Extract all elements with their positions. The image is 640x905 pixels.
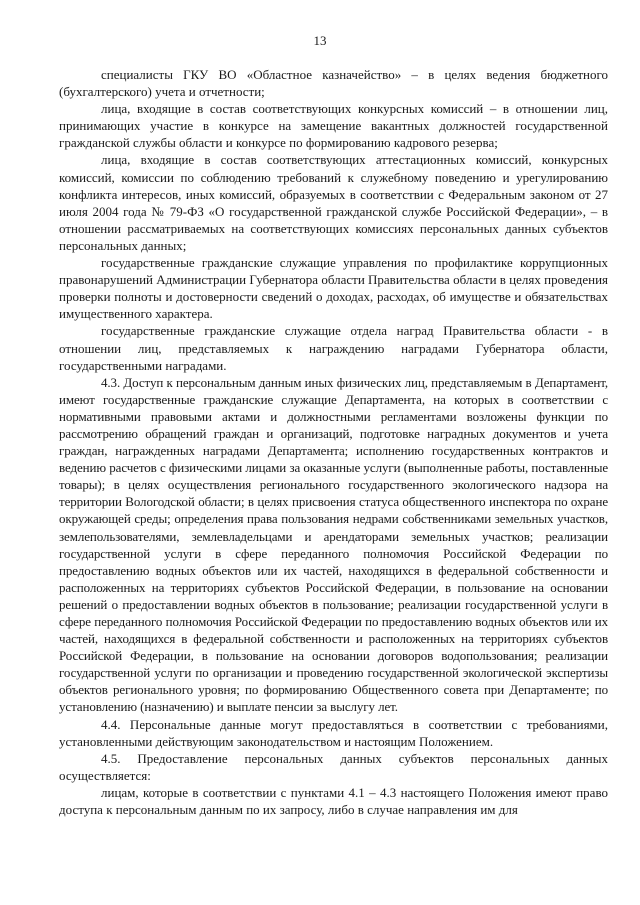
paragraph-section-4-4: 4.4. Персональные данные могут предоставляться в соответствии с требованиями, установленными действующим законодательством и настоящим Положением.	[59, 716, 608, 749]
paragraph-awards-department: государственные гражданские служащие отдела наград Правительства области - в отношении лиц, представляемых к награждению наградами Губернатора области, государственными наградами.	[59, 323, 608, 373]
paragraph-access-persons: лицам, которые в соответствии с пунктами 4.1 – 4.3 настоящего Положения имеют право доступа к персональным данным по их запросу, либо в случае направления им для	[59, 784, 608, 818]
paragraph-competition-commissions: лица, входящие в состав соответствующих конкурсных комиссий – в отношении лиц, принимающих участие в конкурсе на замещение вакантных должностей государственной гражданской службы области и конкурсе по формированию кадрового резерва;	[59, 101, 608, 151]
paragraph-section-4-3: 4.3. Доступ к персональным данным иных физических лиц, представляемым в Департамент, имеют государственные гражданские служащие Департамента, на которых в соответствии с нормативными правовыми актами и должностными регламентами возложены функции по рассмотрению обращений граждан и организаций, подготовке наградных документов и учета граждан, награжденных наградами Департамента; исполнению государственных контрактов и ведению расчетов с физическими лицами за оказанные услуги (выполненные работы, поставленные товары); в целях осуществления регионального государственного экологического надзора на территории Вологодской области; в целях присвоения статуса общественного инспектора по охране окружающей среды; определения права пользования недрами собственниками земельных участков, землепользователями, землевладельцами и арендаторами земельных участков; реализации государственной услуги в сфере переданного полномочия Российской Федерации по предоставлению водных объектов или их частей, находящихся в федеральной собственности и расположенных на территориях субъектов Российской Федерации, в пользование на основании решений о предоставлении водных объектов в пользование; реализации государственной услуги в сфере переданного полномочия Российской Федерации по предоставлению водных объектов или их частей, находящихся в федеральной собственности и расположенных на территориях субъектов Российской Федерации, в пользование на основании договоров водопользования; реализации государственной услуги по организации и проведению государственной экологической экспертизы объектов регионального уровня; по формированию Общественного совета при Департаменте; по установлению (назначению) и выплате пенсии за выслугу лет.	[59, 374, 608, 715]
paragraph-treasury-specialists: специалисты ГКУ ВО «Областное казначейство» – в целях ведения бюджетного (бухгалтерского) учета и отчетности;	[59, 67, 608, 100]
page-number: 13	[313, 33, 327, 48]
paragraph-anticorruption-department: государственные гражданские служащие управления по профилактике коррупционных правонарушений Администрации Губернатора области Правительства области в целях проведения проверки полноты и достоверности сведений о доходах, расходах, об имуществе и обязательствах имущественного характера.	[59, 255, 609, 322]
paragraph-section-4-5: 4.5. Предоставление персональных данных субъектов персональных данных осуществляется:	[59, 750, 608, 783]
paragraph-attestation-commissions: лица, входящие в состав соответствующих аттестационных комиссий, конкурсных комиссий, комиссии по соблюдению требований к служебному поведению и урегулированию конфликта интересов, иных комиссий, образуемых в соответствии с Федеральным законом от 27 июля 2004 года № 79-ФЗ «О государственной гражданской службе Российской Федерации», – в отношении рассматриваемых на соответствующих комиссиях персональных данных субъектов персональных данных;	[59, 152, 608, 253]
document-body	[59, 66, 608, 818]
